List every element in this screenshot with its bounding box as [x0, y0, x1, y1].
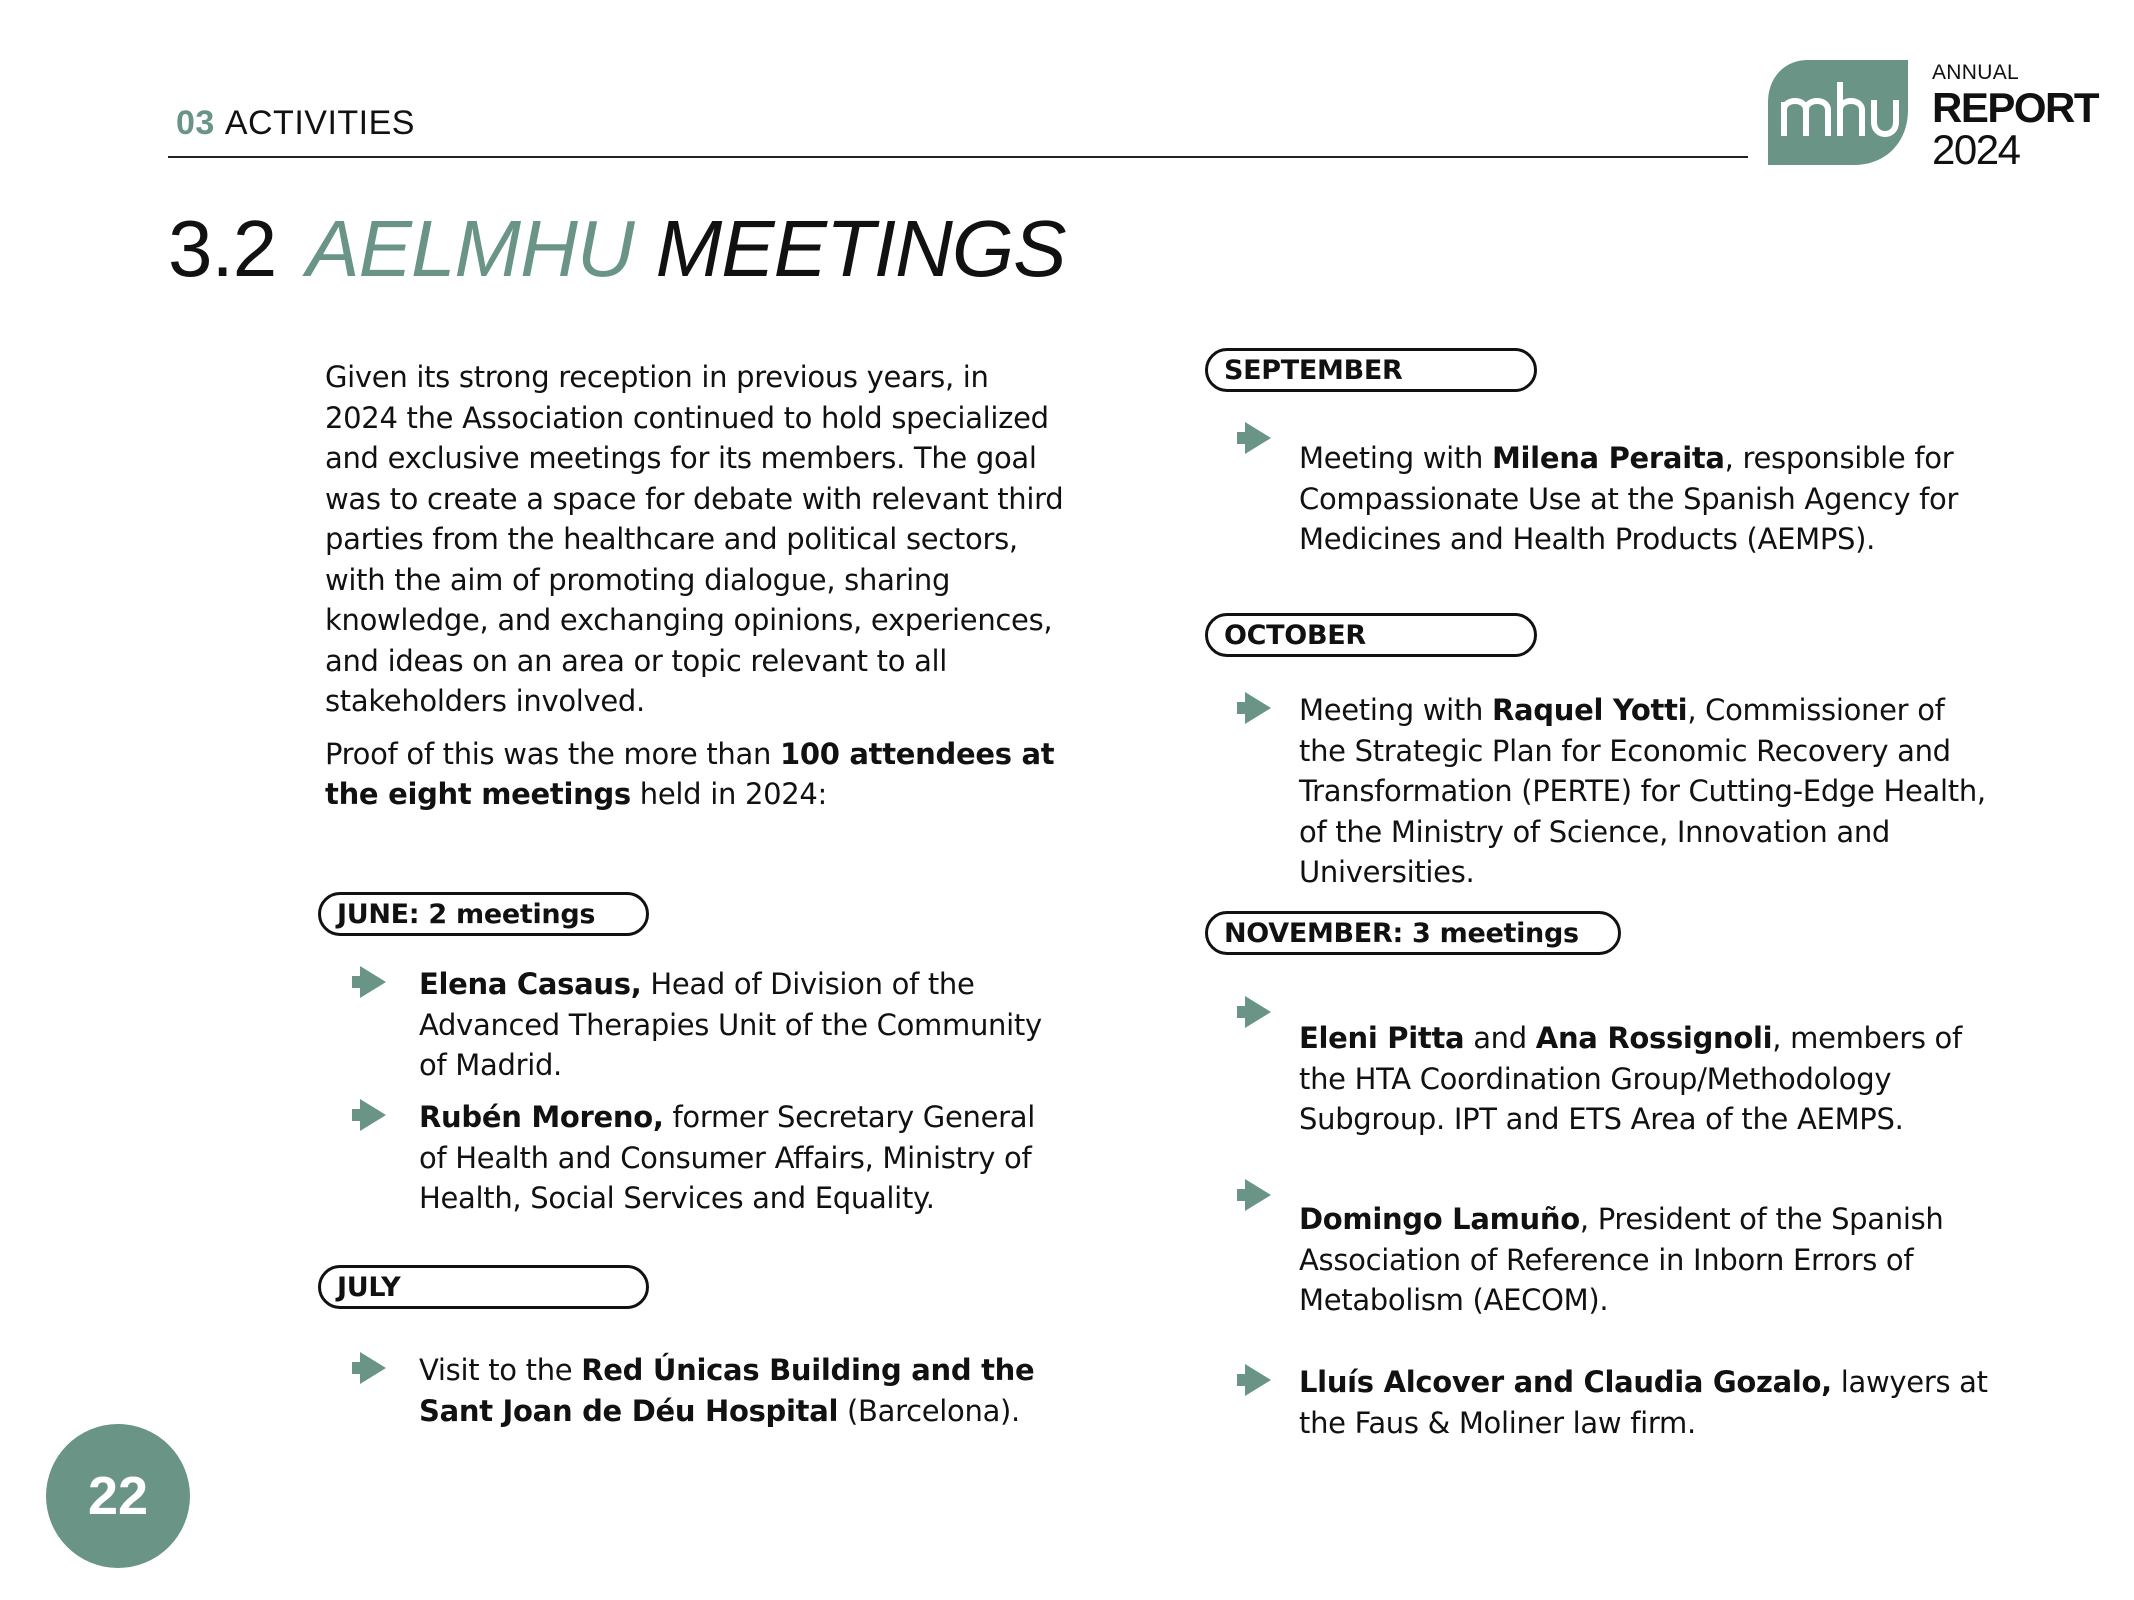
- intro-text: [325, 357, 1065, 827]
- month-pill-november: NOVEMBER: 3 meetings: [1205, 911, 1621, 955]
- list-item: Lluís Alcover and Claudia Gozalo, lawyers at the Faus & Moliner law firm.: [1235, 1362, 1995, 1443]
- arrow-right-icon: [350, 964, 390, 1000]
- section-number: 03: [176, 104, 215, 142]
- month-pill-june: JUNE: 2 meetings: [318, 892, 649, 936]
- page-title: [168, 205, 1065, 293]
- section-label: [176, 104, 415, 143]
- title-accent: AELMHU: [306, 204, 634, 293]
- title-main: MEETINGS: [655, 204, 1066, 293]
- month-pill-july: JULY: [318, 1265, 649, 1309]
- title-number: 3.2: [168, 204, 277, 293]
- list-item: Domingo Lamuño, President of the Spanish Association of Reference in Inborn Errors of Metabolism (AECOM).: [1299, 1202, 1944, 1317]
- arrow-right-icon: [1235, 1362, 1275, 1398]
- page-number-badge: 22: [46, 1424, 190, 1568]
- list-item: Eleni Pitta and Ana Rossignoli, members of the HTA Coordination Group/Methodology Subgroup. IPT and ETS Area of the AEMPS.: [1299, 1021, 1962, 1136]
- month-pill-september: SEPTEMBER: [1205, 348, 1537, 392]
- list-item: Rubén Moreno, former Secretary General of Health and Consumer Affairs, Ministry of Health, Social Services and Equality.: [350, 1097, 1070, 1219]
- list-item: Meeting with Raquel Yotti, Commissioner of the Strategic Plan for Economic Recovery and Transformation (PERTE) for Cutting-Edge Health, of the Ministry of Science, Innovation and Universities.: [1235, 690, 1995, 893]
- intro-paragraph-1: Given its strong reception in previous years, in 2024 the Association continued to hold specialized and exclusive meetings for its members. The goal was to create a space for debate with relevant third parties from the healthcare and political sectors, with the aim of promoting dialogue, sharing knowledge, and exchanging opinions, experiences, and ideas on an area or topic relevant to all stakeholders involved.: [325, 360, 1064, 718]
- list-item: Elena Casaus, Head of Division of the Advanced Therapies Unit of the Community of Madrid.: [350, 964, 1070, 1086]
- month-pill-october: OCTOBER: [1205, 613, 1537, 657]
- section-name: ACTIVITIES: [224, 104, 415, 142]
- arrow-right-icon: [350, 1097, 390, 1133]
- header-divider: [168, 156, 1748, 158]
- logo-year: 2024: [1932, 126, 2020, 173]
- mhu-logo-icon: [1768, 60, 1908, 165]
- arrow-right-icon: [1235, 1177, 1275, 1213]
- list-item: Meeting with Milena Peraita, responsible for Compassionate Use at the Spanish Agency for Medicines and Health Products (AEMPS).: [1299, 441, 1959, 556]
- logo-annual: ANNUAL: [1932, 61, 2019, 84]
- attendees-highlight: 100 attendees at the eight meetings: [325, 736, 1055, 811]
- arrow-right-icon: [1235, 994, 1275, 1030]
- arrow-right-icon: [350, 1350, 390, 1386]
- arrow-right-icon: [1235, 420, 1275, 456]
- logo-report: REPORT: [1932, 84, 2099, 131]
- list-item: Visit to the Red Únicas Building and the Sant Joan de Déu Hospital (Barcelona).: [350, 1350, 1070, 1431]
- intro-paragraph-2: Proof of this was the more than 100 attendees at the eight meetings held in 2024:: [325, 736, 1055, 811]
- annual-report-wordmark: [1932, 62, 2098, 171]
- arrow-right-icon: [1235, 690, 1275, 726]
